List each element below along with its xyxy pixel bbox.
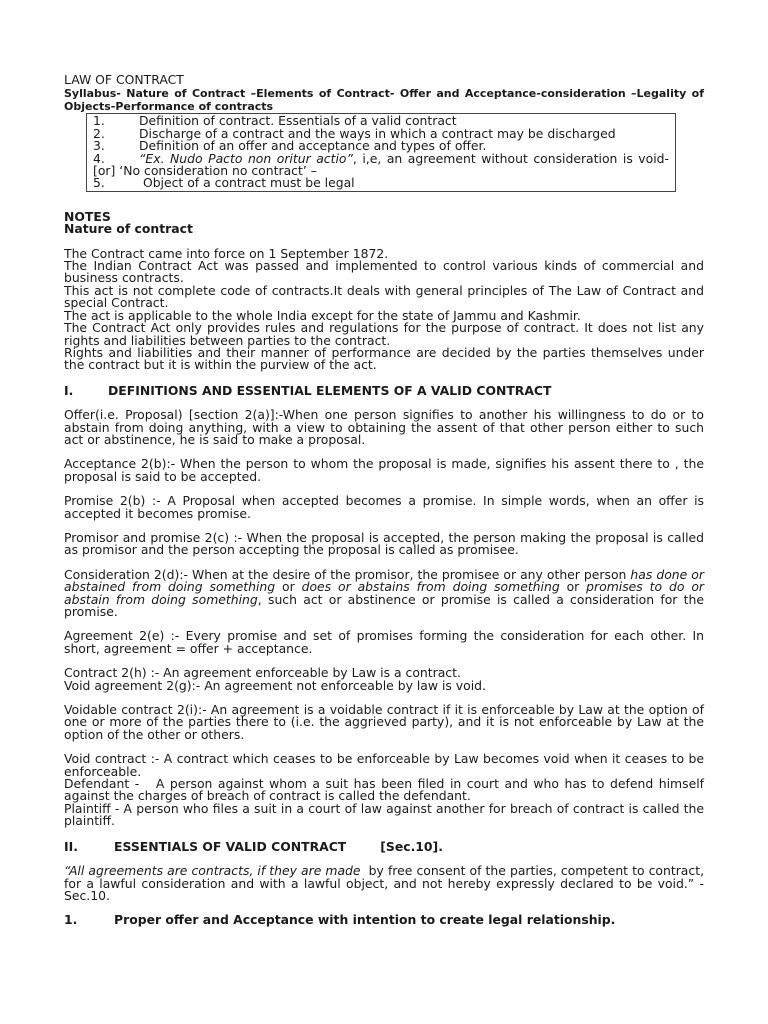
- notes-heading: NOTES: [64, 208, 111, 224]
- section-label: ESSENTIALS OF VALID CONTRACT: [114, 838, 347, 854]
- section-heading-2: [64, 838, 704, 854]
- consideration-italic: does or abstains from doing something: [301, 579, 560, 595]
- topic-text: Definition of contract. Essentials of a valid contract: [139, 113, 457, 129]
- nature-paragraph: This act is not complete code of contracts.It deals with general principles of The Law of Contract and special Contract.: [64, 282, 704, 311]
- definition-plaintiff: Plaintiff - A person who files a suit in a court of law against another for breach of contract is called the plaintiff.: [64, 800, 704, 829]
- section-label: DEFINITIONS AND ESSENTIAL ELEMENTS OF A VALID CONTRACT: [108, 382, 552, 398]
- consideration-text: , such act or abstinence or promise is called a consideration for the promise.: [64, 591, 705, 619]
- consideration-italic: has done or abstained from doing something: [64, 566, 704, 595]
- topic-number: 2.: [93, 125, 105, 141]
- topic-number: 3.: [93, 138, 105, 154]
- definition-void-agreement: Void agreement 2(g):- An agreement not enforceable by law is void.: [64, 677, 486, 693]
- consideration-text: Consideration 2(d):- When at the desire of the promisor, the promisee or any other person: [64, 566, 631, 582]
- topic-number: 4.: [93, 150, 105, 166]
- point-label: Proper offer and Acceptance with intention to create legal relationship.: [114, 912, 616, 928]
- document-body: [64, 72, 708, 928]
- consideration-text: or: [275, 579, 302, 595]
- definition-agreement: Agreement 2(e) :- Every promise and set of promises forming the consideration for each other. In short, agreement = offer + acceptance.: [64, 628, 704, 656]
- nature-paragraph: The Indian Contract Act was passed and implemented to control various kinds of commercial and business contracts.: [64, 258, 704, 286]
- section-number: II.: [64, 838, 78, 854]
- definition-void-contract: Void contract :- A contract which ceases to be enforceable by Law becomes void when it ceases to be enforceable.: [64, 751, 704, 779]
- nature-paragraph: The act is applicable to the whole India except for the state of Jammu and Kashmir.: [64, 307, 581, 323]
- definition-defendant: Defendant - A person against whom a suit has been filed in court and who has to defend himself against the charges of breach of contract is called the defendant.: [64, 776, 708, 804]
- topic-item: [93, 150, 669, 179]
- nature-paragraph: Rights and liabilities and their manner of performance are decided by the parties themselves under the contract but it is within the purview of the act.: [64, 344, 704, 373]
- quote-italic: “All agreements are contracts, if they are made: [64, 863, 361, 879]
- definition-voidable: Voidable contract 2(i):- An agreement is a voidable contract if it is enforceable by Law at the option of one or more of the parties there to (i.e. the aggrieved party), and it is not enforceable by Law at the option of the other or others.: [64, 702, 704, 742]
- topics-box: [86, 113, 676, 191]
- topic-text: Discharge of a contract and the ways in which a contract may be discharged: [139, 125, 616, 141]
- point-number: 1.: [64, 912, 78, 928]
- topic-text: Definition of an offer and acceptance and types of offer.: [139, 138, 487, 154]
- section-number: I.: [64, 382, 74, 398]
- consideration-text: or: [559, 579, 587, 595]
- topic-text: Object of a contract must be legal: [139, 175, 355, 191]
- definition-contract: Contract 2(h) :- An agreement enforceable by Law is a contract.: [64, 665, 461, 681]
- nature-paragraphs: [64, 245, 704, 373]
- definition-consideration: [64, 566, 705, 619]
- definition-acceptance: Acceptance 2(b):- When the person to whom the proposal is made, signifies his assent there to , the proposal is said to be accepted.: [64, 456, 704, 484]
- nature-paragraph: The Contract came into force on 1 September 1872.: [64, 245, 389, 261]
- section-10-quote: [64, 863, 708, 903]
- section-reference: [Sec.10].: [380, 838, 443, 854]
- consideration-italic: promises to do or abstain from doing something: [64, 579, 704, 607]
- topic-number: 1.: [93, 113, 105, 129]
- topic-number: 5.: [93, 175, 105, 191]
- point-heading-1: [64, 914, 704, 926]
- topic-text-italic: “Ex. Nudo Pacto non oritur actio”: [139, 150, 353, 166]
- definition-offer: Offer(i.e. Proposal) [section 2(a)]:-When one person signifies to another his willingness to do or to abstain from doing anything, with a view to obtaining the assent of that other person either to such act or abstinence, he is said to make a proposal.: [64, 407, 704, 447]
- notes-subheading: Nature of contract: [64, 221, 193, 237]
- nature-paragraph: The Contract Act only provides rules and regulations for the purpose of contract. It does not list any rights and liabilities between parties to the contract.: [64, 320, 704, 348]
- document-title: LAW OF CONTRACT: [64, 72, 184, 87]
- topic-text: , i,e, an agreement without consideration is void-[or] ‘No consideration no contract’ –: [93, 150, 669, 179]
- quote-text: by free consent of the parties, competent to contract, for a lawful consideration and with a lawful object, and not hereby expressly declared to be void.” - Sec.10.: [64, 863, 708, 903]
- definition-promise: Promise 2(b) :- A Proposal when accepted becomes a promise. In simple words, when an offer is accepted it becomes promise.: [64, 493, 704, 521]
- definition-promisor: Promisor and promise 2(c) :- When the proposal is accepted, the person making the proposal is called as promisor and the person accepting the proposal is called as promisee.: [64, 529, 704, 558]
- syllabus-line: Syllabus- Nature of Contract –Elements of Contract- Offer and Acceptance-consideration –Legality of Objects-Performance of contracts: [64, 87, 704, 114]
- section-heading-1: [64, 382, 704, 398]
- topic-item: [93, 177, 669, 189]
